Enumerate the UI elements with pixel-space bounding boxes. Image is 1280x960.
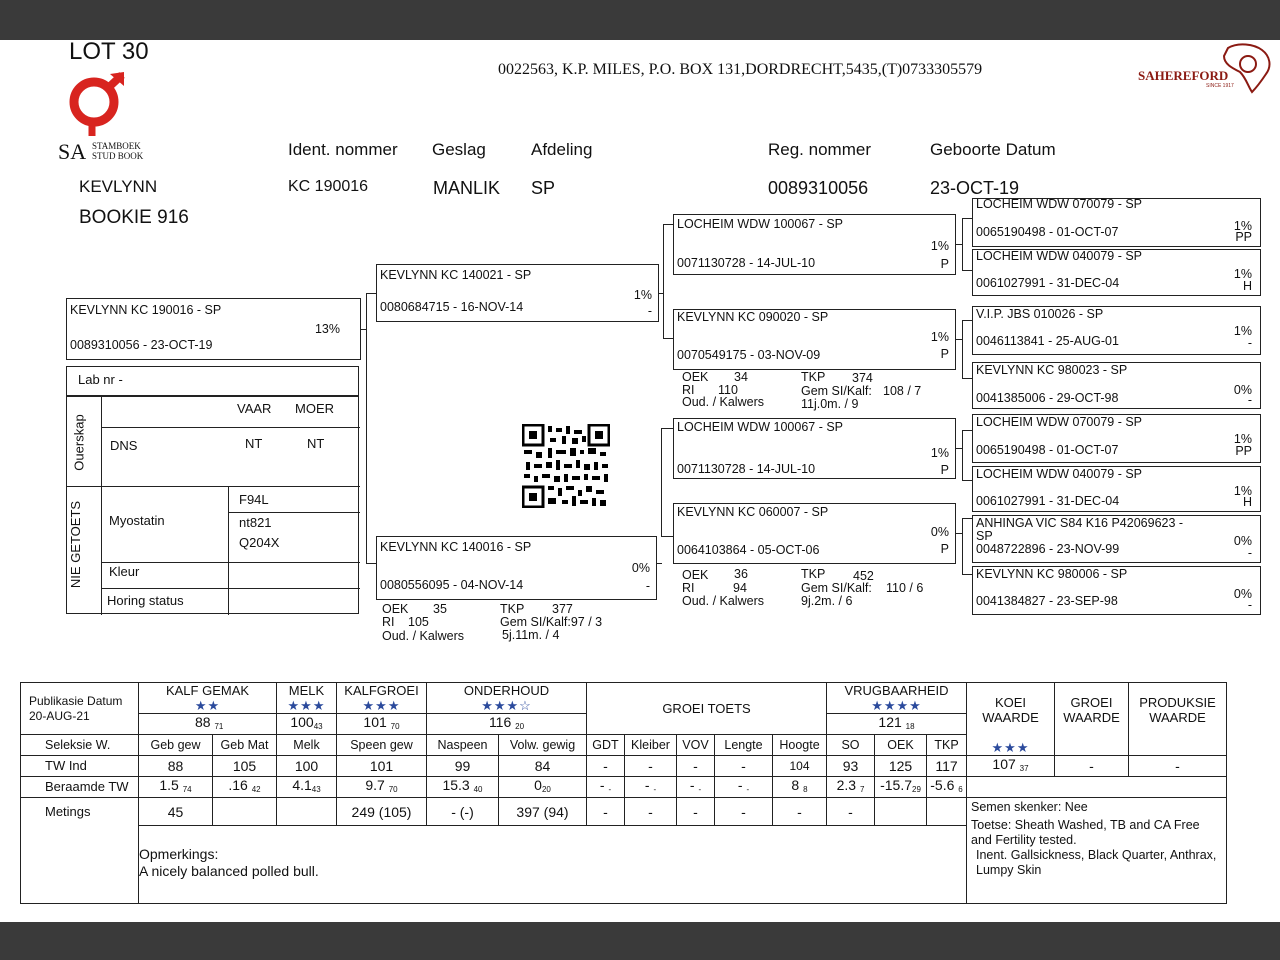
btw-cell: - $_-$ (677, 777, 715, 798)
col-geb-gew: Geb gew (139, 735, 213, 756)
dob-label: Geboorte Datum (930, 140, 1056, 159)
metings-row (21, 798, 1227, 826)
onderhoud-stars-icon: ★★★☆ (481, 698, 532, 713)
breeder-address: 0022563, K.P. MILES, P.O. BOX 131,DORDRECHT,5435,(T)0733305579 (498, 61, 983, 78)
metings-label: Metings (21, 798, 139, 826)
tw-koei: 107 $_{37}$ (967, 756, 1055, 777)
ident-value: KC 190016 (288, 178, 369, 195)
myostatin-q204x: Q204X (239, 535, 280, 550)
moer-header: MOER (295, 401, 334, 416)
nie-getoets-label: NIE GETOETS (68, 500, 84, 589)
col-volw-gewig: Volw. gewig (499, 735, 587, 756)
seleksie-label: Seleksie W. (21, 735, 139, 756)
animal-prefix: KEVLYNN (79, 177, 158, 196)
dd-ri: 94 (733, 581, 747, 595)
myostatin-f94l: F94L (239, 492, 269, 507)
col-vov: VOV (677, 735, 715, 756)
remarks-cell (139, 826, 967, 904)
sel-melk: $100_{43}$ (277, 714, 337, 735)
sd-tkp-label: TKP (801, 370, 826, 384)
sel-kalf: 88 $_{71}$ (139, 714, 277, 735)
dam-gem: Gem SI/Kalf:97 / 3 (500, 615, 603, 629)
pedigree-g3-4: KEVLYNN KC 980023 - SP 0% - 0041385006 - 29-OCT-98 (972, 362, 1261, 409)
pedigree-dam-sire: LOCHEIM WDW 100067 - SP 1% P 0071130728 - 14-JUL-10 (673, 418, 956, 479)
tw-cell: 100 (277, 756, 337, 777)
lab-nr-box: Lab nr - (66, 366, 359, 396)
sex-label: Geslag (432, 140, 486, 159)
dam-oek-label: OEK (382, 602, 409, 616)
myostatin-nt821: nt821 (239, 515, 272, 530)
myostatin-label: Myostatin (109, 513, 165, 528)
division-label: Afdeling (531, 140, 593, 159)
sahereford-brand: SAHEREFORD (1138, 68, 1229, 83)
kleur-label: Kleur (109, 564, 140, 579)
sel-kalfgroei: 101 $_{70}$ (337, 714, 427, 735)
division-value: SP (531, 178, 556, 198)
btw-cell: $-15.7_{29}$ (875, 777, 927, 798)
met-cell (277, 798, 337, 826)
vrugbaarheid-head: VRUGBAARHEID ★★★★ (827, 683, 967, 714)
btw-cell: $4.1_{43}$ (277, 777, 337, 798)
btw-cell: - $_-$ (587, 777, 625, 798)
met-cell (875, 798, 927, 826)
tw-label: TW Ind (21, 756, 139, 777)
male-symbol-logo-icon (66, 72, 130, 138)
col-gdt: GDT (587, 735, 625, 756)
sel-vrug: 121 $_{18}$ (827, 714, 967, 735)
lot-number: LOT 30 (69, 38, 149, 65)
kalf-gemak-head: KALF GEMAK ★★ (139, 683, 277, 714)
dam-oek: 35 (433, 602, 447, 616)
dam-oud: 5j.11m. / 4 (502, 628, 560, 642)
vrug-stars-icon: ★★★★ (871, 698, 922, 713)
btw-row (21, 777, 1227, 798)
pedigree-g3-1: LOCHEIM WDW 070079 - SP 1% PP 0065190498 - 01-OCT-07 (972, 198, 1261, 247)
dns-moer-value: NT (307, 436, 325, 451)
tw-cell: 93 (827, 756, 875, 777)
tw-cell: 117 (927, 756, 967, 777)
horing-status-label: Horing status (107, 593, 184, 608)
kalfgroei-head: KALFGROEI ★★★ (337, 683, 427, 714)
sd-oud-label: Oud. / Kalwers (682, 395, 764, 409)
tw-prod: - (1129, 756, 1227, 777)
groei-waarde-head: GROEI WAARDE (1055, 683, 1129, 756)
evaluation-table (20, 682, 1227, 904)
sd-oud: 11j.0m. / 9 (801, 397, 859, 411)
dd-oud-label: Oud. / Kalwers (682, 594, 764, 608)
tw-cell: - (715, 756, 773, 777)
col-lengte: Lengte (715, 735, 773, 756)
kalfgroei-stars-icon: ★★★ (362, 698, 401, 713)
pedigree-g3-6: LOCHEIM WDW 040079 - SP 1% H 0061027991 - 31-DEC-04 (972, 466, 1261, 512)
pedigree-dam-dam: KEVLYNN KC 060007 - SP 0% P 0064103864 - 05-OCT-06 (673, 503, 956, 564)
tw-cell: 105 (213, 756, 277, 777)
tw-groei: - (1055, 756, 1129, 777)
dd-oud: 9j.2m. / 6 (801, 594, 853, 608)
ident-label: Ident. nommer (288, 140, 398, 159)
africa-bull-logo-icon (1218, 42, 1274, 94)
pedigree-dam: KEVLYNN KC 140016 - SP 0% - 0080556095 - 04-NOV-14 (376, 536, 657, 600)
col-melk: Melk (277, 735, 337, 756)
col-hoogte: Hoogte (773, 735, 827, 756)
col-kleiber: Kleiber (625, 735, 677, 756)
pub-label: Publikasie Datum (29, 693, 123, 708)
melk-stars-icon: ★★★ (287, 698, 326, 713)
pedigree-sire-dam: KEVLYNN KC 090020 - SP 1% P 0070549175 - 03-NOV-09 (673, 309, 956, 370)
since-text: SINCE 1917 (1206, 83, 1234, 89)
dam-ri: 105 (408, 615, 429, 629)
pedigree-self: KEVLYNN KC 190016 - SP 13% 0089310056 - 23-OCT-19 (66, 298, 361, 360)
met-cell: - (625, 798, 677, 826)
studbook-text: STUD BOOK (92, 151, 144, 161)
dam-oud-label: Oud. / Kalwers (382, 629, 464, 643)
col-oek: OEK (875, 735, 927, 756)
dam-ri-label: RI (382, 615, 395, 629)
notes-cell (967, 798, 1227, 904)
groei-toets-head: GROEI TOETS (587, 683, 827, 735)
tw-cell: 99 (427, 756, 499, 777)
btw-cell: 15.3 $_{40}$ (427, 777, 499, 798)
tw-cell: - (677, 756, 715, 777)
top-bar (0, 0, 1280, 40)
dd-tkp: 452 (853, 569, 874, 583)
dd-oek: 36 (734, 567, 748, 581)
sd-gem: 108 / 7 (883, 384, 922, 398)
pedigree-g3-2: LOCHEIM WDW 040079 - SP 1% H 0061027991 - 31-DEC-04 (972, 249, 1261, 296)
remarks-label: Opmerkings: (139, 846, 219, 862)
dd-ri-label: RI (682, 581, 695, 595)
met-cell: - (587, 798, 625, 826)
btw-cell: -5.6 $_6$ (927, 777, 967, 798)
met-cell: 45 (139, 798, 213, 826)
semen-donor: Semen skenker: Nee (971, 800, 1088, 814)
pedigree-g3-8: KEVLYNN KC 980006 - SP 0% - 0041384827 - 23-SEP-98 (972, 566, 1261, 615)
btw-cell: 1.5 $_{74}$ (139, 777, 213, 798)
dd-tkp-label: TKP (801, 567, 826, 581)
btw-cell: - $_-$ (715, 777, 773, 798)
vaar-header: VAAR (237, 401, 272, 416)
btw-cell: 9.7 $_{70}$ (337, 777, 427, 798)
sd-ri: 110 (718, 383, 738, 397)
dob-value: 23-OCT-19 (930, 178, 1020, 198)
col-speen-gew: Speen gew (337, 735, 427, 756)
tw-cell: 101 (337, 756, 427, 777)
met-cell: - (773, 798, 827, 826)
dd-gem-label: Gem SI/Kalf: (801, 581, 872, 595)
met-cell (213, 798, 277, 826)
stamboek-text: STAMBOEK (92, 141, 141, 151)
dns-vaar-value: NT (245, 436, 263, 451)
sd-gem-label: Gem SI/Kalf: (801, 384, 872, 398)
met-cell: - (827, 798, 875, 826)
produksie-waarde-head: PRODUKSIE WAARDE (1129, 683, 1227, 756)
ouerskap-label: Ouerskap (71, 414, 87, 471)
remarks-text: A nicely balanced polled bull. (139, 863, 319, 879)
reg-value: 0089310056 (768, 178, 869, 198)
tw-cell: 84 (499, 756, 587, 777)
sel-onderhoud: 116 $_{20}$ (427, 714, 587, 735)
pedigree-g3-3: V.I.P. JBS 010026 - SP 1% - 0046113841 - 25-AUG-01 (972, 306, 1261, 355)
dns-label: DNS (110, 438, 138, 453)
animal-name: BOOKIE 916 (79, 207, 189, 228)
met-cell (927, 798, 967, 826)
dd-oek-label: OEK (682, 568, 709, 582)
bottom-bar (0, 922, 1280, 960)
met-cell: 397 (94) (499, 798, 587, 826)
btw-cell: 8 $_8$ (773, 777, 827, 798)
tw-row (21, 756, 1227, 777)
col-so: SO (827, 735, 875, 756)
col-naspeen: Naspeen (427, 735, 499, 756)
pedigree-g3-5: LOCHEIM WDW 070079 - SP 1% PP 0065190498 - 01-OCT-07 (972, 414, 1261, 463)
pub-date: 20-AUG-21 (29, 708, 90, 723)
melk-head: MELK ★★★ (277, 683, 337, 714)
sa-logo-text: SA (58, 139, 87, 164)
tw-cell: - (587, 756, 625, 777)
col-geb-mat: Geb Mat (213, 735, 277, 756)
pedigree-g3-7: ANHINGA VIC S84 K16 P42069623 - SP 0% - 0048722896 - 23-NOV-99 (972, 515, 1261, 563)
reg-label: Reg. nommer (768, 140, 871, 159)
met-cell: - (715, 798, 773, 826)
tw-cell: 125 (875, 756, 927, 777)
qr-code-icon[interactable] (522, 424, 610, 508)
onderhoud-head: ONDERHOUD ★★★☆ (427, 683, 587, 714)
met-cell: - (677, 798, 715, 826)
dam-tkp: 377 (552, 602, 573, 616)
kalf-stars-icon: ★★ (194, 698, 221, 713)
sd-oek: 34 (734, 370, 748, 384)
koei-waarde-head: KOEI WAARDE ★★★ (967, 683, 1055, 756)
dd-gem: 110 / 6 (886, 581, 924, 595)
koei-stars-icon: ★★★ (991, 740, 1030, 755)
toetse-text: Toetse: Sheath Washed, TB and CA Free and Fertility tested. (971, 818, 1200, 847)
met-cell: 249 (105) (337, 798, 427, 826)
sd-tkp: 374 (852, 371, 873, 385)
btw-cell: - $_-$ (625, 777, 677, 798)
tests-panel (66, 396, 359, 614)
col-tkp: TKP (927, 735, 967, 756)
btw-cell: .16 $_{42}$ (213, 777, 277, 798)
sd-oek-label: OEK (682, 370, 709, 384)
inent-text: Inent. Gallsickness, Black Quarter, Anthrax, Lumpy Skin (976, 848, 1217, 877)
sd-ri-label: RI (682, 383, 695, 397)
met-cell: - (-) (427, 798, 499, 826)
dam-tkp-label: TKP (500, 602, 525, 616)
tw-cell: 88 (139, 756, 213, 777)
tw-cell: - (625, 756, 677, 777)
btw-cell: 2.3 $_7$ (827, 777, 875, 798)
btw-cell: $0_{20}$ (499, 777, 587, 798)
sex-value: MANLIK (433, 178, 501, 198)
pedigree-sire: KEVLYNN KC 140021 - SP 1% - 0080684715 - 16-NOV-14 (376, 264, 659, 322)
pedigree-sire-sire: LOCHEIM WDW 100067 - SP 1% P 0071130728 - 14-JUL-10 (673, 214, 956, 275)
pub-cell (21, 683, 139, 735)
tw-cell: 104 (773, 756, 827, 777)
btw-label: Beraamde TW (21, 777, 139, 798)
